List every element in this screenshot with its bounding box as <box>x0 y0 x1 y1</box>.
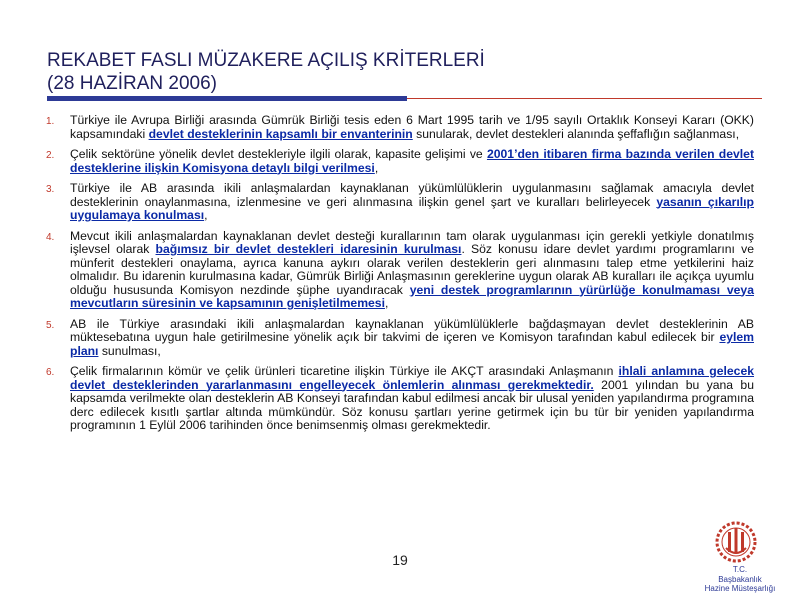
item-highlight: yeni destek programlarının yürürlüğe konulmaması veya mevcutların süresinin ve kapsamının genişletilmemesi <box>70 282 754 310</box>
item-number: 5. <box>46 319 55 331</box>
item-number: 1. <box>46 116 55 127</box>
item-highlight: bağımsız bir devlet destekleri idaresinin kurulması <box>155 242 462 256</box>
org-line-1: T.C. <box>732 565 748 574</box>
list-item <box>46 148 754 175</box>
item-highlight: devlet desteklerinin kapsamlı bir envanterinin <box>148 126 413 141</box>
title-line-2: (28 HAZİRAN 2006) <box>47 73 218 94</box>
list-item <box>46 182 754 223</box>
item-text-plain: Çelik firmalarının kömür ve çelik ürünleri ticaretine ilişkin Türkiye ile AKÇT arasındaki Anlaşmanın <box>70 364 619 378</box>
item-text-plain: Türkiye ile Avrupa Birliği arasında Gümrük Birliği tesis eden 6 Mart 1995 tarih ve 1/95 sayılı Ortaklık Konseyi Kararı (OKK) kapsamındaki <box>70 113 754 141</box>
item-text-plain: sunulması, <box>98 343 161 358</box>
item-text-plain: 2001 yılından bu yana bu kapsamda verilmekte olan desteklerin AB Konseyi tarafından kabul edilmesi ancak bir ulusal yeniden yapılandırma programına derc edilecek kısıtlı şartlar altında mümkündür. Söz konusu şartları yerine getirmek için bu tür bir yeniden yapılandırma programının 1 Eylül 2006 tarihinden önce benimsenmiş olması gerekmektedir. <box>70 377 754 432</box>
org-line-2: Başbakanlık <box>718 574 762 584</box>
item-highlight: ihlali anlamına gelecek devlet desteklerinden yararlanmasını engelleyecek önlemlerin alınması gerekmektedir. <box>70 364 755 392</box>
item-text-plain: , <box>384 296 389 310</box>
item-highlight: yasanın çıkarılıp uygulamaya konulması <box>70 194 754 222</box>
item-text-plain: Türkiye ile AB arasında ikili anlaşmalardan kaynaklanan yükümlülüklerin uygulanmasını sağlamak amacıyla devlet desteklerinin onaylanmasına, izlenmesine ve geri alınmasına ilişkin genel şart ve kuralları belirleyecek <box>70 181 754 209</box>
item-text <box>70 114 754 141</box>
item-number: 2. <box>46 150 55 161</box>
item-text-plain: Mevcut ikili anlaşmalardan kaynaklanan devlet desteği kurallarının tam olarak uygulanması için gerekli yetkiyle donatılmış işlevsel olarak <box>70 228 754 256</box>
item-text-plain: , <box>374 160 379 175</box>
org-line-3: Hazine Müsteşarlığı <box>704 584 776 593</box>
page-number: 19 <box>392 552 408 568</box>
treasury-emblem-icon <box>713 520 759 564</box>
item-text-plain: Çelik sektörüne yönelik devlet destekleriyle ilgili olarak, kapasite gelişimi ve <box>70 147 487 161</box>
item-number: 3. <box>46 184 55 195</box>
organization-label <box>700 565 780 594</box>
item-number: 6. <box>46 367 55 378</box>
list-item <box>46 365 754 433</box>
item-text-plain: sunularak, devlet destekleri alanında şeffaflığın sağlanması, <box>412 126 740 141</box>
criteria-list <box>46 114 754 440</box>
title-line-1: REKABET FASLI MÜZAKERE AÇILIŞ KRİTERLERİ <box>47 50 485 71</box>
list-item <box>46 230 754 311</box>
item-highlight: eylem planı <box>70 330 754 358</box>
title-rule-dark <box>47 96 407 101</box>
item-text <box>70 365 754 433</box>
item-text <box>70 318 754 359</box>
item-text <box>70 182 754 223</box>
item-text-plain: AB ile Türkiye arasındaki ikili anlaşmalardan kaynaklanan yükümlülüklerle bağdaşmayan devlet desteklerinin AB müktesebatına uygun hale getirilmesine yönelik açık bir takvimi de içeren ve Komisyon tarafından kabul edilecek bir <box>70 316 754 344</box>
title-rule-red <box>407 98 762 99</box>
item-text-plain: . Söz konusu idare devlet yardımı programlarını ve münferit destekleri onaylama, ayrıca kanuna aykırı olarak verilen desteklerin geri alınmasını talep etme yetkilerini haiz olmalıdır. Bu idarenin kurulmasına kadar, Gümrük Birliği Anlaşmasının gereklerine uygun olarak AB kuralları ile açıkça uyumlu olduğu hususunda Komisyon nezdinde şüphe uyandıracak <box>70 242 754 297</box>
list-item <box>46 114 754 141</box>
item-text-plain: , <box>204 208 208 222</box>
item-text <box>70 230 754 311</box>
item-highlight: 2001’den itibaren firma bazında verilen devlet desteklerine ilişkin Komisyona detaylı bilgi verilmesi <box>70 147 754 175</box>
item-text <box>70 148 754 175</box>
list-item <box>46 318 754 359</box>
page-title <box>47 49 747 95</box>
item-number: 4. <box>46 231 55 243</box>
